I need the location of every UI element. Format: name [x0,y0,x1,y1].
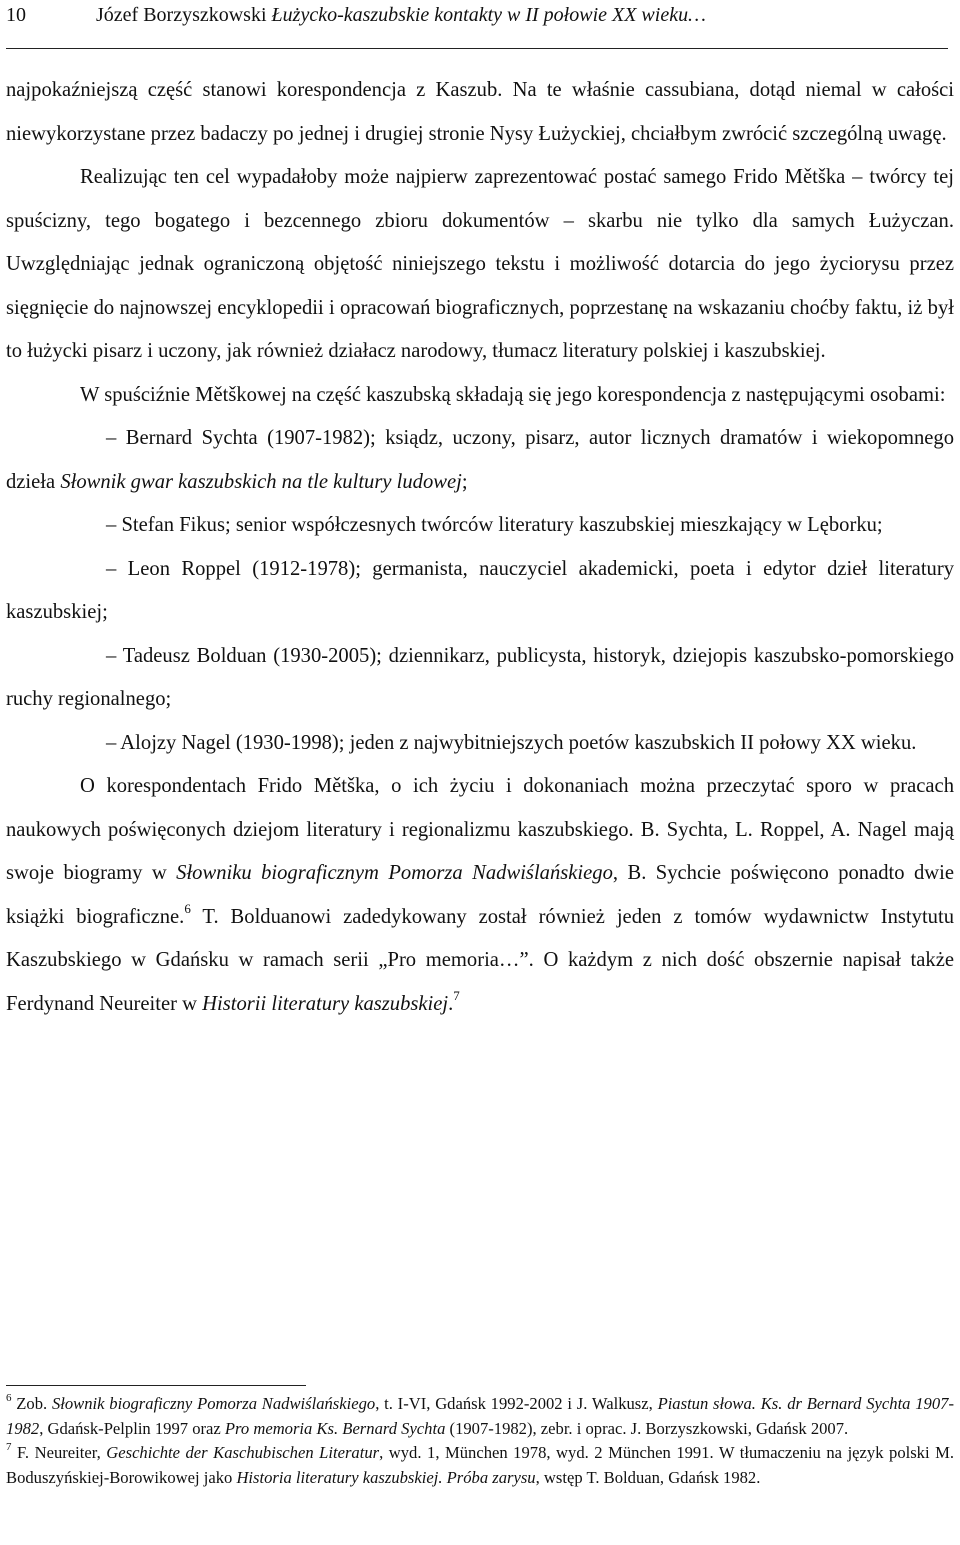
dictionary-title: Słowniku biograficznym Pomorza Nadwiślańskiego [176,862,613,884]
footnote-6-text-a: Zob. [11,1394,52,1413]
header-title: Łużycko-kaszubskie kontakty w II połowie XX wieku… [271,4,706,26]
paragraph-4-text-d: . [448,992,454,1015]
page-number: 10 [6,4,26,26]
footnote-6-number: 6 [6,1392,12,1405]
book-title: Słownik gwar kaszubskich na tle kultury ludowej [60,470,462,493]
paragraph-3: W spuściźnie Mětškowej na część kaszubską składają się jego korespondencja z następującymi osobami: [80,383,946,406]
header-author: Józef Borzyszkowski [96,4,267,26]
footnote-6-title-2: Piastun słowa. Ks. dr Bernard Sychta 1907-1982 [6,1394,954,1438]
main-text [6,69,954,1026]
history-title: Historii literatury kaszubskiej [202,992,449,1015]
list-item-end: ; [461,470,468,493]
paragraph-4-text-b: , B. Sychcie poświęcono ponadto dwie książki biograficzne. [6,862,954,928]
footnote-7-number: 7 [6,1441,12,1454]
list-item-bolduan: – Tadeusz Bolduan (1930-2005); dziennikarz, publicysta, historyk, dziejopis kaszubsko-pomorskiego ruchy regionalnego; [6,644,954,710]
footnote-6-text-c: , Gdańsk-Pelplin 1997 oraz [39,1418,225,1438]
footnote-ref-7[interactable]: 7 [453,987,460,1003]
paragraph-2: Realizując ten cel wypadałoby może najpierw zaprezentować postać samego Frido Mětška – twórcy tej spuścizny, tego bogatego i bezcennego zbioru dokumentów – skarbu nie tylko dla samych Łużyczan. Uwzględniając jednak ograniczoną objętość niniejszego tekstu i możliwość dotarcia do jego życiorysu przez sięgnięcie do najnowszej encyklopedii i opracowań biograficznych, poprzestanę na wskazaniu choćby faktu, iż był to łużycki pisarz i uczony, jak również działacz narodowy, tłumacz literatury polskiej i kaszubskiej. [6,166,954,362]
list-item-roppel: – Leon Roppel (1912-1978); germanista, nauczyciel akademicki, poeta i edytor dzieł literatury kaszubskiej; [6,557,954,623]
footnote-6 [6,1392,954,1441]
footnote-7-text-a: F. Neureiter, [11,1443,107,1462]
running-title [96,2,706,28]
list-item-nagel: – Alojzy Nagel (1930-1998); jeden z najwybitniejszych poetów kaszubskich II połowy XX wieku. [106,731,917,754]
footnote-6-text-b: , t. I-VI, Gdańsk 1992-2002 i J. Walkusz, [375,1394,658,1413]
paragraph-4-text-c: T. Bolduanowi zadedykowany został również jeden z tomów wydawnictw Instytutu Kaszubskiego w Gdańsku w ramach serii „Pro memoria…”. O każdym z nich dość obszernie napisał także Ferdynand Neureiter w [6,905,954,1015]
running-header [6,2,948,40]
header-rule [6,48,948,49]
list-item-fikus: – Stefan Fikus; senior współczesnych twórców literatury kaszubskiej mieszkający w Lęborku; [106,514,883,536]
list-item-sychta [6,417,954,504]
footnote-7 [6,1441,954,1490]
footnote-7-title-2: Historia literatury kaszubskiej. Próba zarysu [236,1467,536,1487]
footnote-rule [6,1385,306,1386]
footnote-6-text-d: (1907-1982), zebr. i oprac. J. Borzyszkowski, Gdańsk 2007. [445,1418,849,1438]
footnote-7-title-1: Geschichte der Kaschubischen Literatur [106,1443,380,1462]
paragraph-4 [6,765,954,1026]
footnote-ref-6[interactable]: 6 [184,900,191,916]
footnote-7-text-b: , wyd. 1, München 1978, wyd. 2 München 1991. W tłumaczeniu na język polski M. Boduszyńskiej-Borowikowej jako [6,1443,955,1487]
footnote-7-text-c: , wstęp T. Bolduan, Gdańsk 1982. [535,1467,761,1487]
list-item-text: – Bernard Sychta (1907-1982); ksiądz, uczony, pisarz, autor licznych dramatów i wiekopomnego dzieła [6,427,954,493]
footnote-6-title-3: Pro memoria Ks. Bernard Sychta [224,1418,446,1438]
footnotes [6,1392,954,1490]
footnote-6-title-1: Słownik biograficzny Pomorza Nadwiślańskiego [51,1394,376,1413]
paragraph-1: najpokaźniejszą część stanowi korespondencja z Kaszub. Na te właśnie cassubiana, dotąd niemal w całości niewykorzystane przez badaczy po jednej i drugiej stronie Nysy Łużyckiej, chciałbym zwrócić szczególną uwagę. [6,79,954,145]
paragraph-4-text-a: O korespondentach Frido Mětška, o ich życiu i dokonaniach można przeczytać sporo w pracach naukowych poświęconych dziejom literatury i regionalizmu kaszubskiego. B. Sychta, L. Roppel, A. Nagel mają swoje biogramy w [6,775,954,884]
